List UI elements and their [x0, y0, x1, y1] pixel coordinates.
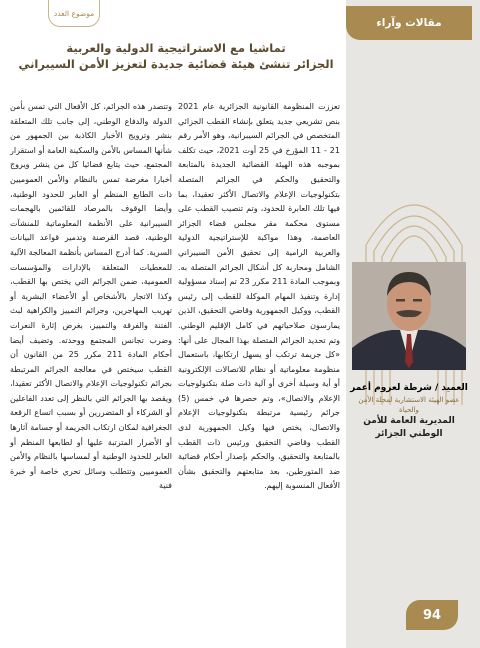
- author-affiliation: المديرية العامة للأمن الوطني الجزائر: [363, 416, 455, 439]
- page-number: 94: [406, 600, 458, 630]
- title-line-2: الجزائر تنشئ هيئة قضائية جديدة لتعزيز الأمن السيبراني: [18, 57, 334, 71]
- topic-tab: موضوع العدد: [48, 0, 100, 27]
- title-line-1: تماشيا مع الاستراتيجية الدولية والعربية: [66, 41, 286, 55]
- article-title: [14, 40, 338, 72]
- photo-caption: [348, 382, 470, 441]
- body-column-left: وتتصدر هذه الجرائم، كل الأفعال التي تمس بأمن الدولة والدفاع الوطني، إلى جانب تلك المتعلقة بنشر وترويج الأخبار الكاذبة بين الجمهور من شأنها المساس بالأمن والسكينة العامة أو استقرار المجتمع، حيث يتابع قضائيا كل من ينشر ويروج أخبارا مغرضة تمس بالنظام والأمن العموميين ذات الطابع المنظم أو العابر للحدود الوطنية، وأيضا الوقوف بالمرصاد للقائمين بالهجمات السيبرانية على الأنظمة المعلوماتية للمنشآت الوطنية، قصد القرصنة وتدمير قواعد البيانات السرية. كما أدرج المساس بأنظمة المعالجة الآلية للمعطيات المتعلقة بالإدارات والمؤسسات العمومية، ضمن الجرائم التي يختص بها القطب، وكذا الاتجار بالأشخاص أو الأعضاء البشرية أو تهريب المهاجرين، وجرائم التمييز والكراهية لبث الفتنة والفرقة والتمييز، بغرض إثارة النعرات وضرب تجانس المجتمع ووحدته. وتضيف أيضا أحكام المادة 211 مكرر 25 من القانون أن القطب سيختص في معالجة الجرائم المرتبطة بجرائم تكنولوجيات الإعلام والاتصال الأكثر تعقيدا، ويقصد بها الجرائم التي بالنظر إلى تعدد الفاعلين أو الشركاء أو المتضررين أو بسبب اتساع الرقعة الجغرافية لمكان ارتكاب الجريمة أو جسامة آثارها أو الأضرار المترتبة عليها أو لطابعها المنظم أو العابر للحدود الوطنية أو لمساسها بالنظام والأمن العموميين وتتطلب وسائل تحري خاصة أو خبرة فنية: [10, 102, 172, 491]
- sidebar: [346, 0, 480, 648]
- section-tag: مقالات وآراء: [346, 6, 472, 40]
- author-role: عضو الهيئة الاستشارية لمجلة الأمن والحياة: [358, 396, 460, 414]
- author-photo: [352, 262, 466, 370]
- author-name: العميد / شرطة لعروم أعمر: [350, 383, 468, 393]
- body-column-right: تعززت المنظومة القانونية الجزائرية عام 2021 بنص تشريعي جديد يتعلق بإنشاء القطب الجزائي المتخصص في الجرائم السيبرانية، وهو الأمر رقم 21 - 11 المؤرخ في 25 أوت 2021، حيث تكلف بموجبه هذه الهيئة القضائية الجديدة بالمتابعة والتحقيق والحكم في الجرائم المتصلة بتكنولوجيات الإعلام والاتصال الأكثر تعقيدا، بما فيها تلك العابرة للحدود، وتم تنصيب القطب على مستوى محكمة مقر مجلس قضاء الجزائر العاصمة، وهذا مواكبة للإستراتيجية الدولية والعربية الرامية إلى تحقيق الأمن السيبراني الشامل ومحاربة كل أشكال الجرائم المتصلة به. وبموجب المادة 211 مكرر 23 تم إسناد مسؤولية إدارة وتنفيذ المهام الموكلة للقطب إلى رئيس القطب، ووكيل الجمهورية وقاضي التحقيق، الذين يمارسون صلاحياتهم في كامل الإقليم الوطني. وتم تحديد الجرائم المتصلة بهذا المجال على أنها: «كل جريمة ترتكب أو يسهل ارتكابها، باستعمال منظومة معلوماتية أو نظام للاتصالات الإلكترونية أو أية وسيلة أخرى أو آلية ذات صلة بتكنولوجيات الإعلام والاتصال»، وتم حصرها في خمس (5) جرائم رئيسية مرتبطة بتكنولوجيات الإعلام والاتصال، يختص فيها وكيل الجمهورية لدى القطب وقاضي التحقيق ورئيس ذات القطب بالمتابعة والتحقيق، والحكم بإصدار أحكام قضائية ضد المتورطين، بعد متابعتهم والتحقيق بشأن الأفعال المنسوبة إليهم.: [178, 102, 340, 491]
